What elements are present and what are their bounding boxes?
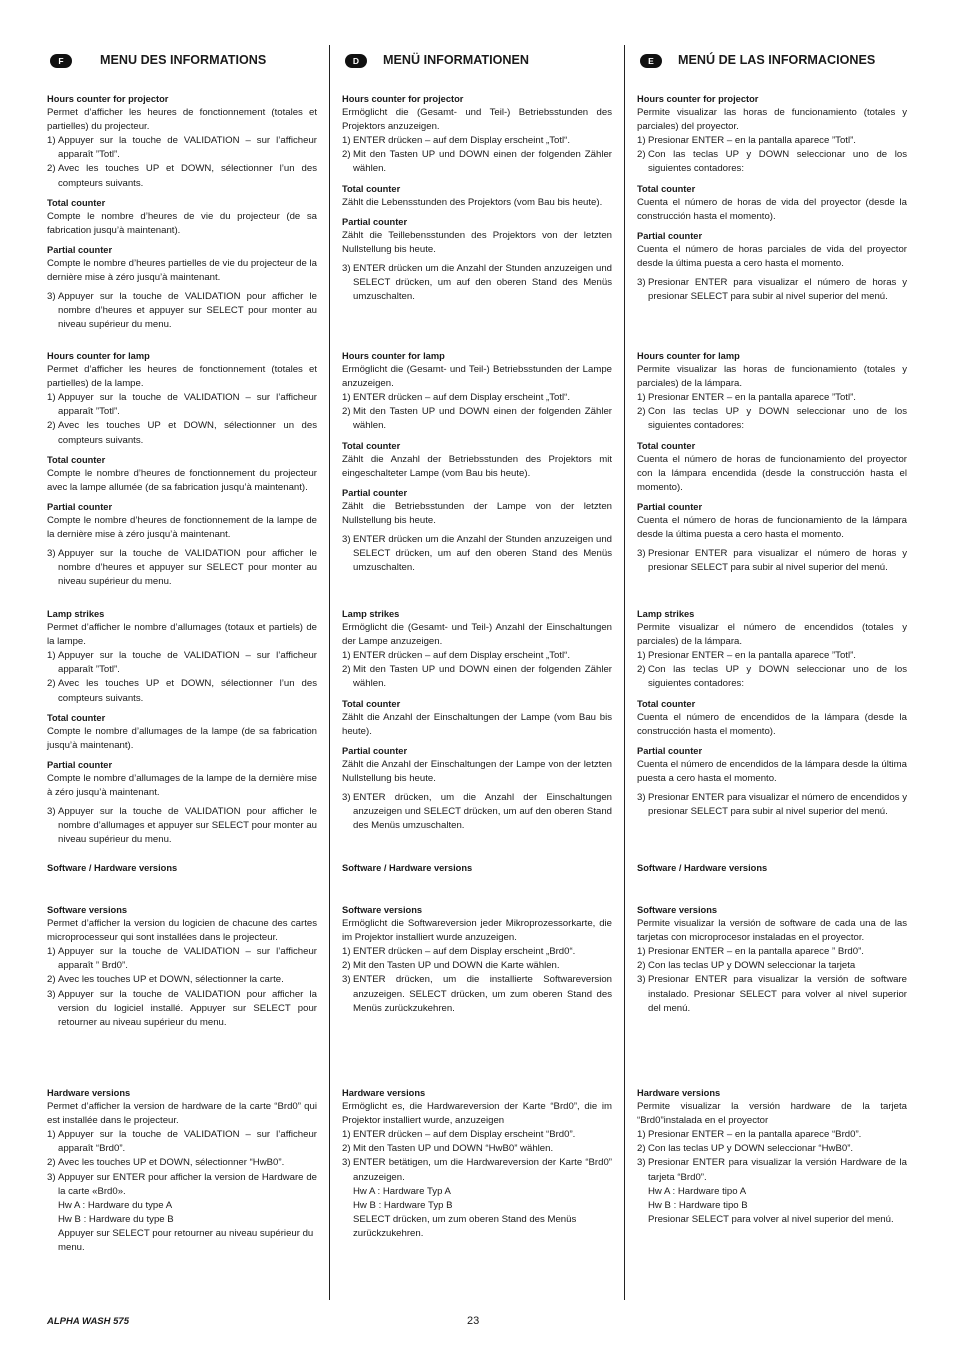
section-projector — [47, 92, 317, 333]
page-number: 23 — [467, 1315, 480, 1327]
step-text: Presionar ENTER para visualizar el número de encendidos y presionar SELECT para subir al nivel superior del menú. — [648, 792, 907, 818]
step-3: 3) Appuyer sur la touche de VALIDATION pour afficher la version du logiciel installé. Appuyer sur SELECT pour retourner au niveau supérieur du menu. — [47, 988, 317, 1030]
section-intro: Permet d’afficher les heures de fonctionnement (totales et partielles) du projecteur. — [47, 107, 317, 133]
step-text: ENTER drücken um die Anzahl der Stunden anzuzeigen und SELECT drücken, um auf den oberen Stand des Menüs umzuschalten. — [353, 534, 612, 574]
section-heading: Software versions — [342, 905, 423, 915]
step-text: ENTER drücken, um die installierte Softwareversion anzuzeigen. SELECT drücken, um zum oberen Stand des Menüs zurückzukehren. — [353, 974, 612, 1014]
step-3: 3) Appuyer sur la touche de VALIDATION pour afficher le nombre d’heures et appuyer sur SELECT pour monter au niveau supérieur du menu. — [47, 290, 317, 332]
section-swhw — [342, 861, 612, 875]
section-software — [637, 903, 907, 1016]
step-3: 3) Presionar ENTER para visualizar la versión Hardware de la tarjeta “Brd0”. — [637, 1156, 907, 1184]
hardware-end-note: Appuyer sur SELECT pour retourner au niveau supérieur du menu. — [58, 1227, 314, 1254]
section-heading: Software versions — [47, 905, 128, 915]
step-text: Mit den Tasten UP und DOWN einen der folgenden Zähler wählen. — [353, 149, 612, 175]
step-1: 1) Presionar ENTER – en la pantalla aparece ”Totl”. — [637, 391, 907, 405]
step-3: 3) ENTER drücken, um die Anzahl der Einschaltungen anzuzeigen und SELECT drücken, um auf den oberen Stand des Menüs umzuschalten. — [342, 791, 612, 833]
partial-counter-heading: Partial counter — [342, 487, 408, 498]
step-text: Mit den Tasten UP und DOWN die Karte wählen. — [353, 960, 560, 972]
step-text: Appuyer sur la touche de VALIDATION pour afficher la version du logiciel installé. Appuyer sur SELECT pour retourner au niveau supérieur du menu. — [58, 988, 317, 1028]
step-text: Con las teclas UP y DOWN seleccionar uno de los siguientes contadores: — [648, 664, 907, 690]
step-2: 2) Avec les touches UP et DOWN, sélectionner “HwB0”. — [47, 1156, 317, 1170]
column-f — [47, 52, 317, 1254]
step-text: Appuyer sur la touche de VALIDATION – sur l’afficheur apparaît ”Totl”. — [58, 392, 317, 418]
step-text: Presionar ENTER para visualizar la versión de software instalado. Presionar SELECT para volver al nivel superior del menú. — [648, 974, 907, 1014]
section-hardware — [342, 1086, 612, 1241]
step-2: 2) Mit den Tasten UP und DOWN “HwB0” wählen. — [342, 1142, 612, 1156]
partial-counter-text: Cuenta el número de horas de funcionamiento de la lámpara desde la última puesta a cero hasta el momento. — [637, 515, 907, 541]
section-projector — [342, 92, 612, 304]
section-strikes — [637, 607, 907, 819]
step-text: Mit den Tasten UP und DOWN “HwB0” wählen. — [353, 1143, 554, 1155]
hardware-end-note: Presionar SELECT para volver al nivel superior del menú. — [648, 1213, 894, 1225]
partial-counter-heading: Partial counter — [637, 501, 703, 512]
section-intro: Permite visualizar las horas de funcionamiento (totales y parciales) de la lámpara. — [637, 364, 907, 390]
total-counter-text: Compte le nombre d’heures de fonctionnement du projecteur avec la lampe allumée (de sa fabrication jusqu’à maintenant). — [47, 467, 317, 493]
section-heading: Lamp strikes — [342, 609, 400, 619]
step-3: 3) Appuyer sur la touche de VALIDATION pour afficher le nombre d’heures et appuyer sur SELECT pour monter au niveau supérieur du menu. — [47, 547, 317, 589]
step-text: Con las teclas UP y DOWN seleccionar uno de los siguientes contadores: — [648, 149, 907, 175]
step-1: 1) Appuyer sur la touche de VALIDATION – sur l’afficheur apparaît ”Totl”. — [47, 391, 317, 419]
partial-counter-text: Compte le nombre d’heures de fonctionnement de la lampe de la dernière mise à zéro jusqu’à maintenant. — [47, 515, 317, 541]
step-text: Appuyer sur la touche de VALIDATION – sur l’afficheur apparaît ” Brd0”. — [58, 946, 317, 972]
total-counter-heading: Total counter — [342, 698, 401, 709]
step-2: 2) Con las teclas UP y DOWN seleccionar “HwB0”. — [637, 1142, 907, 1156]
step-1: 1) ENTER drücken – auf dem Display erscheint “Brd0”. — [342, 1128, 612, 1142]
column-d — [342, 52, 612, 1239]
step-1: 1) Presionar ENTER – en la pantalla aparece ” Brd0”. — [637, 945, 907, 959]
step-text: Con las teclas UP y DOWN seleccionar uno de los siguientes contadores: — [648, 406, 907, 432]
step-3: 3) Appuyer sur la touche de VALIDATION pour afficher le nombre d’allumages et appuyer sur SELECT pour monter au niveau supérieur du menu. — [47, 805, 317, 847]
step-text: Appuyer sur ENTER pour afficher la version de Hardware de la carte «Brd0». — [58, 1171, 317, 1197]
step-text: Avec les touches UP et DOWN, sélectionner un des compteurs suivants. — [58, 420, 317, 446]
section-heading: Lamp strikes — [47, 609, 105, 619]
section-intro: Permite visualizar el número de encendidos (totales y parciales) de la lámpara. — [637, 622, 907, 648]
step-text: Presionar ENTER – en la pantalla aparece ”Totl”. — [648, 135, 856, 147]
total-counter-text: Compte le nombre d’allumages de la lampe (de sa fabrication jusqu’à maintenant). — [47, 725, 317, 751]
step-text: ENTER drücken – auf dem Display erscheint „Totl“. — [353, 392, 571, 404]
column-header — [342, 52, 612, 82]
partial-counter-heading: Partial counter — [637, 230, 703, 241]
column-e — [637, 52, 907, 1225]
step-2: 2) Avec les touches UP et DOWN, sélectionner l’un des compteurs suivants. — [47, 162, 317, 190]
section-swhw — [47, 861, 317, 875]
total-counter-text: Compte le nombre d’heures de vie du projecteur (de sa fabrication jusqu’à maintenant). — [47, 210, 317, 236]
total-counter-heading: Total counter — [637, 698, 696, 709]
hardware-type-a: Hw A : Hardware tipo A — [648, 1185, 747, 1197]
total-counter-text: Cuenta el número de encendidos de la lámpara (desde la construcción hasta el momento). — [637, 711, 907, 737]
step-text: Appuyer sur la touche de VALIDATION pour afficher le nombre d’heures et appuyer sur SELECT pour monter au niveau supérieur du menu. — [58, 548, 317, 588]
step-text: Avec les touches UP et DOWN, sélectionner “HwB0”. — [58, 1157, 285, 1169]
step-2: 2) Mit den Tasten UP und DOWN einen der folgenden Zähler wählen. — [342, 663, 612, 691]
section-swhw — [637, 861, 907, 875]
total-counter-heading: Total counter — [47, 197, 106, 208]
section-intro: Ermöglicht die (Gesamt- und Teil-) Betriebsstunden der Lampe anzuzeigen. — [342, 364, 612, 390]
column-divider-left — [329, 45, 330, 1300]
step-2: 2) Avec les touches UP et DOWN, sélectionner l’un des compteurs suivants. — [47, 677, 317, 705]
section-heading: Software / Hardware versions — [47, 863, 178, 873]
column-divider-right — [624, 45, 625, 1300]
step-text: Appuyer sur la touche de VALIDATION pour afficher le nombre d’heures et appuyer sur SELECT pour monter au niveau supérieur du menu. — [58, 291, 317, 331]
section-software — [342, 903, 612, 1016]
column-title: MENÚ DE LAS INFORMACIONES — [678, 53, 876, 67]
section-intro: Permite visualizar la versión hardware de la tarjeta “Brd0”instalada en el proyector — [637, 1101, 907, 1127]
step-2: 2) Mit den Tasten UP und DOWN einen der folgenden Zähler wählen. — [342, 148, 612, 176]
partial-counter-heading: Partial counter — [637, 745, 703, 756]
step-3: 3) ENTER drücken, um die installierte Softwareversion anzuzeigen. SELECT drücken, um zum oberen Stand des Menüs zurückzukehren. — [342, 973, 612, 1015]
total-counter-text: Zählt die Lebensstunden des Projektors (vom Bau bis heute). — [342, 196, 603, 208]
step-3: 3) ENTER betätigen, um die Hardwareversion der Karte “Brd0” anzuzeigen. — [342, 1156, 612, 1184]
section-software — [47, 903, 317, 1030]
hardware-type-a: Hw A : Hardware Typ A — [353, 1185, 451, 1197]
partial-counter-heading: Partial counter — [342, 216, 408, 227]
step-3: 3) ENTER drücken um die Anzahl der Stunden anzuzeigen und SELECT drücken, um auf den oberen Stand des Menüs umzuschalten. — [342, 533, 612, 575]
partial-counter-heading: Partial counter — [47, 759, 113, 770]
step-text: Presionar ENTER – en la pantalla aparece ”Totl”. — [648, 392, 856, 404]
total-counter-text: Cuenta el número de horas de funcionamiento del proyector con la lámpara encendida (desde la construcción hasta el momento). — [637, 453, 907, 493]
section-strikes — [47, 607, 317, 848]
section-heading: Hours counter for projector — [47, 94, 169, 104]
step-text: Mit den Tasten UP und DOWN einen der folgenden Zähler wählen. — [353, 664, 612, 690]
section-intro: Ermöglicht die Softwareversion jeder Mikroprozessorkarte, die im Projektor installiert wurde anzuzeigen. — [342, 918, 612, 944]
hardware-type-a: Hw A : Hardware du type A — [58, 1199, 173, 1211]
step-1: 1) Presionar ENTER – en la pantalla aparece ”Totl”. — [637, 134, 907, 148]
step-3: 3) Appuyer sur ENTER pour afficher la version de Hardware de la carte «Brd0». — [47, 1171, 317, 1199]
step-1: 1) Presionar ENTER – en la pantalla aparece ”Totl”. — [637, 649, 907, 663]
column-title: MENU DES INFORMATIONS — [100, 53, 267, 67]
partial-counter-heading: Partial counter — [47, 501, 113, 512]
total-counter-heading: Total counter — [342, 183, 401, 194]
step-text: Appuyer sur la touche de VALIDATION pour afficher le nombre d’allumages et appuyer sur SELECT pour monter au niveau supérieur du menu. — [58, 806, 317, 846]
section-intro: Permet d’afficher la version du logicien de chacune des cartes microprocesseur qui sont installées dans le projecteur. — [47, 918, 317, 944]
total-counter-text: Zählt die Anzahl der Einschaltungen der Lampe (vom Bau bis heute). — [342, 711, 612, 737]
section-lamp — [342, 349, 612, 575]
step-3: 3) Presionar ENTER para visualizar el número de horas y presionar SELECT para subir al nivel superior del menú. — [637, 276, 907, 304]
section-hardware — [637, 1086, 907, 1227]
step-1: 1) ENTER drücken – auf dem Display erscheint „Totl“. — [342, 134, 612, 148]
step-text: ENTER drücken – auf dem Display erscheint “Brd0”. — [353, 1129, 576, 1141]
step-text: Appuyer sur la touche de VALIDATION – sur l’afficheur apparaît ”Totl”. — [58, 650, 317, 676]
step-2: 2) Con las teclas UP y DOWN seleccionar uno de los siguientes contadores: — [637, 405, 907, 433]
section-intro: Permet d’afficher la version de hardware de la carte “Brd0” qui est installée dans le projecteur. — [47, 1101, 317, 1127]
step-3: 3) Presionar ENTER para visualizar el número de encendidos y presionar SELECT para subir al nivel superior del menú. — [637, 791, 907, 819]
step-text: Presionar ENTER – en la pantalla aparece “Brd0”. — [648, 1129, 862, 1141]
section-intro: Permite visualizar las horas de funcionamiento (totales y parciales) del proyector. — [637, 107, 907, 133]
section-heading: Hardware versions — [637, 1088, 721, 1098]
partial-counter-text: Compte le nombre d’allumages de la lampe de la dernière mise à zéro jusqu’à maintenant. — [47, 773, 317, 799]
step-1: 1) Appuyer sur la touche de VALIDATION – sur l’afficheur apparaît ”Totl”. — [47, 134, 317, 162]
partial-counter-text: Zählt die Betriebsstunden der Lampe von der letzten Nullstellung bis heute. — [342, 500, 612, 527]
section-intro: Permet d’afficher les heures de fonctionnement (totales et partielles) de la lampe. — [47, 364, 317, 390]
column-title: MENÜ INFORMATIONEN — [383, 53, 529, 67]
column-header — [637, 52, 907, 82]
step-text: Presionar ENTER para visualizar el número de horas y presionar SELECT para subir al nivel superior del menú. — [648, 548, 907, 574]
step-text: ENTER drücken – auf dem Display erscheint „Totl“. — [353, 650, 571, 662]
section-heading: Hours counter for lamp — [342, 351, 445, 361]
partial-counter-text: Compte le nombre d’heures partielles de vie du projecteur de la dernière mise à zéro jusqu’à maintenant. — [47, 258, 317, 284]
step-text: Presionar ENTER – en la pantalla aparece ” Brd0”. — [648, 946, 864, 958]
step-text: Con las teclas UP y DOWN seleccionar la tarjeta — [648, 960, 856, 972]
step-text: Avec les touches UP et DOWN, sélectionner l’un des compteurs suivants. — [58, 678, 317, 704]
step-2: 2) Mit den Tasten UP und DOWN die Karte wählen. — [342, 959, 612, 973]
section-heading: Hardware versions — [47, 1088, 131, 1098]
step-text: ENTER drücken, um die Anzahl der Einschaltungen anzuzeigen und SELECT drücken, um auf den oberen Stand des Menüs umzuschalten. — [353, 792, 612, 832]
section-intro: Ermöglicht die (Gesamt- und Teil-) Betriebsstunden des Projektors anzuzeigen. — [342, 107, 612, 133]
step-2: 2) Avec les touches UP et DOWN, sélectionner la carte. — [47, 973, 317, 987]
step-text: ENTER betätigen, um die Hardwareversion der Karte “Brd0” anzuzeigen. — [353, 1157, 612, 1183]
hardware-type-b: Hw B : Hardware du type B — [58, 1213, 174, 1225]
section-heading: Hours counter for lamp — [637, 351, 740, 361]
step-text: Appuyer sur la touche de VALIDATION – sur l’afficheur apparaît “Brd0”. — [58, 1129, 317, 1155]
total-counter-heading: Total counter — [637, 183, 696, 194]
step-1: 1) Appuyer sur la touche de VALIDATION – sur l’afficheur apparaît “Brd0”. — [47, 1128, 317, 1156]
step-text: ENTER drücken – auf dem Display erscheint „Brd0“. — [353, 946, 576, 958]
section-hardware — [47, 1086, 317, 1255]
step-1: 1) Presionar ENTER – en la pantalla aparece “Brd0”. — [637, 1128, 907, 1142]
step-2: 2) Mit den Tasten UP und DOWN einen der folgenden Zähler wählen. — [342, 405, 612, 433]
step-text: Mit den Tasten UP und DOWN einen der folgenden Zähler wählen. — [353, 406, 612, 432]
total-counter-heading: Total counter — [47, 454, 106, 465]
column-header — [47, 52, 317, 82]
section-intro: Ermöglicht die (Gesamt- und Teil-) Anzahl der Einschaltungen der Lampe anzuzeigen. — [342, 622, 612, 648]
total-counter-heading: Total counter — [47, 712, 106, 723]
partial-counter-heading: Partial counter — [47, 244, 113, 255]
section-intro: Permet d’afficher le nombre d’allumages (totaux et partiels) de la lampe. — [47, 622, 317, 648]
step-1: 1) ENTER drücken – auf dem Display erscheint „Totl“. — [342, 391, 612, 405]
hardware-end-note: SELECT drücken, um zum oberen Stand des Menüs zurückzukehren. — [353, 1213, 577, 1239]
section-heading: Hours counter for projector — [342, 94, 464, 104]
partial-counter-text: Cuenta el número de encendidos de la lámpara desde la última puesta a cero hasta el momento. — [637, 758, 907, 785]
step-2: 2) Con las teclas UP y DOWN seleccionar uno de los siguientes contadores: — [637, 148, 907, 176]
step-text: Appuyer sur la touche de VALIDATION – sur l’afficheur apparaît ”Totl”. — [58, 135, 317, 161]
step-text: Presionar ENTER para visualizar el número de horas y presionar SELECT para subir al nivel superior del menú. — [648, 277, 907, 303]
step-text: Con las teclas UP y DOWN seleccionar “HwB0”. — [648, 1143, 854, 1155]
model-name: ALPHA WASH 575 — [47, 1316, 129, 1327]
step-3: 3) Presionar ENTER para visualizar el número de horas y presionar SELECT para subir al nivel superior del menú. — [637, 547, 907, 575]
total-counter-heading: Total counter — [342, 440, 401, 451]
section-heading: Hours counter for lamp — [47, 351, 150, 361]
total-counter-text: Zählt die Anzahl der Betriebsstunden des Projektors mit eingeschalteter Lampe (vom Bau bis heute). — [342, 453, 612, 479]
language-badge: F — [50, 54, 72, 68]
section-heading: Hours counter for projector — [637, 94, 759, 104]
section-heading: Lamp strikes — [637, 609, 695, 619]
section-heading: Software / Hardware versions — [342, 863, 473, 873]
step-3: 3) Presionar ENTER para visualizar la versión de software instalado. Presionar SELECT para volver al nivel superior del menú. — [637, 973, 907, 1015]
total-counter-text: Cuenta el número de horas de vida del proyector (desde la construcción hasta el momento). — [637, 196, 907, 222]
section-heading: Hardware versions — [342, 1088, 426, 1098]
step-3: 3) ENTER drücken um die Anzahl der Stunden anzuzeigen und SELECT drücken, um auf den oberen Stand des Menüs umzuschalten. — [342, 262, 612, 304]
hardware-type-b: Hw B : Hardware tipo B — [648, 1199, 748, 1211]
step-text: ENTER drücken – auf dem Display erscheint „Totl“. — [353, 135, 571, 147]
partial-counter-text: Zählt die Teillebensstunden des Projektors von der letzten Nullstellung bis heute. — [342, 229, 612, 255]
step-text: Presionar ENTER – en la pantalla aparece ”Totl”. — [648, 650, 856, 662]
language-badge: D — [345, 54, 367, 68]
step-1: 1) Appuyer sur la touche de VALIDATION – sur l’afficheur apparaît ” Brd0”. — [47, 945, 317, 973]
language-badge: E — [640, 54, 662, 68]
section-lamp — [47, 349, 317, 590]
step-text: ENTER drücken um die Anzahl der Stunden anzuzeigen und SELECT drücken, um auf den oberen Stand des Menüs umzuschalten. — [353, 263, 612, 303]
step-2: 2) Avec les touches UP et DOWN, sélectionner un des compteurs suivants. — [47, 419, 317, 447]
section-projector — [637, 92, 907, 304]
total-counter-heading: Total counter — [637, 440, 696, 451]
section-strikes — [342, 607, 612, 833]
section-lamp — [637, 349, 907, 575]
section-heading: Software / Hardware versions — [637, 863, 768, 873]
section-heading: Software versions — [637, 905, 718, 915]
step-text: Avec les touches UP et DOWN, sélectionner l’un des compteurs suivants. — [58, 163, 317, 189]
section-intro: Permite visualizar la versión de software de cada una de las tarjetas con microprocesor instaladas en el proyector. — [637, 918, 907, 944]
partial-counter-text: Cuenta el número de horas parciales de vida del proyector desde la última puesta a cero hasta el momento. — [637, 243, 907, 270]
step-1: 1) ENTER drücken – auf dem Display erscheint „Totl“. — [342, 649, 612, 663]
step-2: 2) Con las teclas UP y DOWN seleccionar la tarjeta — [637, 959, 907, 973]
partial-counter-text: Zählt die Anzahl der Einschaltungen der Lampe von der letzten Nullstellung bis heute. — [342, 758, 612, 785]
step-1: 1) ENTER drücken – auf dem Display erscheint „Brd0“. — [342, 945, 612, 959]
step-1: 1) Appuyer sur la touche de VALIDATION – sur l’afficheur apparaît ”Totl”. — [47, 649, 317, 677]
section-intro: Ermöglicht es, die Hardwareversion der Karte “Brd0”, die im Projektor installiert wurde, anzuzeigen — [342, 1101, 612, 1127]
hardware-type-b: Hw B : Hardware Typ B — [353, 1199, 453, 1211]
partial-counter-heading: Partial counter — [342, 745, 408, 756]
step-text: Avec les touches UP et DOWN, sélectionner la carte. — [58, 974, 284, 986]
step-2: 2) Con las teclas UP y DOWN seleccionar uno de los siguientes contadores: — [637, 663, 907, 691]
step-text: Presionar ENTER para visualizar la versión Hardware de la tarjeta “Brd0”. — [648, 1157, 907, 1183]
